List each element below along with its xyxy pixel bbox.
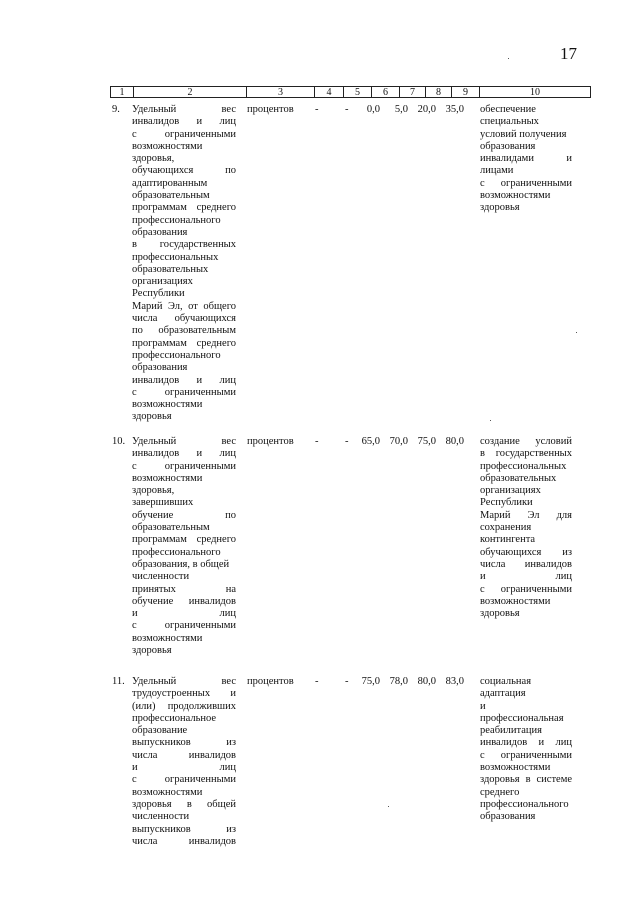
goal-line: возможностями (480, 762, 551, 774)
indicator-line: с ограниченными (132, 128, 236, 140)
goal-line: образования (480, 811, 536, 823)
goal-line: инвалидами и (480, 153, 572, 165)
indicator-line: профессионального (132, 349, 221, 361)
indicator-line: и лиц (132, 608, 236, 620)
indicator-line: числа инвалидов (132, 835, 236, 847)
indicator-line: завершивших (132, 497, 194, 509)
col-5-value: - (345, 676, 349, 687)
indicator-line: программам среднего (132, 202, 236, 214)
goal-line: адаптация (480, 688, 526, 700)
value-col-6: 0,0 (366, 104, 380, 115)
indicator-name (132, 676, 236, 848)
indicator-line: в государственных (132, 239, 236, 251)
indicator-line: по образовательным (132, 325, 236, 337)
goal-line: числа инвалидов (480, 558, 572, 570)
indicator-line: здоровья, (132, 485, 175, 497)
goal-line: профессиональная (480, 712, 564, 724)
goal-line: здоровья в системе (480, 774, 572, 786)
unit: процентов (247, 104, 294, 115)
indicator-line: возможностями (132, 140, 203, 152)
unit: процентов (247, 676, 294, 687)
value-col-9: 83,0 (445, 676, 464, 687)
header-col-10: 10 (530, 87, 540, 98)
col-4-value: - (315, 104, 319, 115)
indicator-line: здоровья, (132, 153, 175, 165)
indicator-line: возможностями (132, 786, 203, 798)
goal-line: возможностями (480, 190, 551, 202)
goal-line: Республики (480, 497, 533, 509)
row-number: 10. (112, 436, 126, 447)
goal-line: профессиональных (480, 460, 567, 472)
indicator-line: Удельный вес (132, 436, 236, 447)
indicator-line: инвалидов и лиц (132, 448, 236, 460)
value-col-8: 75,0 (417, 436, 436, 447)
indicator-line: программам среднего (132, 337, 236, 349)
indicator-line: здоровья (132, 411, 172, 423)
goal-line: лицами (480, 165, 514, 177)
indicator-line: Республики (132, 288, 185, 300)
scan-speck (508, 58, 509, 59)
goal-line: специальных (480, 116, 539, 128)
row-number: 9. (112, 104, 120, 115)
col-4-value: - (315, 676, 319, 687)
value-col-7: 70,0 (389, 436, 408, 447)
header-col-9: 9 (452, 87, 480, 97)
page-number: 17 (560, 44, 577, 63)
goal-line: с ограниченными (480, 177, 572, 189)
indicator-line: с ограниченными (132, 460, 236, 472)
goal-line: в государственных (480, 448, 572, 460)
indicator-line: трудоустроенных и (132, 688, 236, 700)
goal-description (480, 676, 572, 824)
header-col-7: 7 (400, 87, 426, 97)
goal-line: и лиц (480, 571, 572, 583)
indicator-line: возможностями (132, 399, 203, 411)
indicator-line: профессиональное (132, 712, 217, 724)
indicator-line: Удельный вес (132, 104, 236, 115)
indicator-name (132, 104, 236, 424)
header-col-8: 8 (426, 87, 452, 97)
value-col-9: 35,0 (445, 104, 464, 115)
goal-line: организациях (480, 485, 541, 497)
goal-line: образования (480, 140, 536, 152)
indicator-line: организациях (132, 276, 193, 288)
goal-line: условий получения (480, 128, 567, 140)
indicator-line: числа инвалидов (132, 749, 236, 761)
header-col-3: 3 (247, 87, 315, 97)
indicator-line: инвалидов и лиц (132, 374, 236, 386)
indicator-line: возможностями (132, 472, 203, 484)
indicator-line: образовательным (132, 522, 210, 534)
indicator-line: инвалидов и лиц (132, 116, 236, 128)
indicator-line: (или) продолживших (132, 700, 236, 712)
goal-line: среднего (480, 786, 520, 798)
header-col-4: 4 (315, 87, 344, 97)
indicator-line: образования, в общей (132, 558, 230, 570)
goal-line: Марий Эл для (480, 509, 572, 521)
col-5-value: - (345, 436, 349, 447)
value-col-7: 78,0 (389, 676, 408, 687)
indicator-line: образовательных (132, 263, 209, 275)
header-col-2: 2 (134, 87, 247, 97)
indicator-line: с ограниченными (132, 620, 236, 632)
indicator-line: обучение по (132, 509, 236, 521)
indicator-line: образования (132, 226, 188, 238)
header-col-6: 6 (372, 87, 400, 97)
indicator-line: численности (132, 571, 190, 583)
goal-line: контингента (480, 534, 536, 546)
indicator-line: образование (132, 725, 188, 737)
indicator-line: образования (132, 362, 188, 374)
indicator-line: принятых на (132, 583, 236, 595)
value-col-6: 65,0 (361, 436, 380, 447)
scan-speck (490, 420, 491, 421)
indicator-line: Марий Эл, от общего (132, 300, 236, 312)
indicator-line: обучающихся по (132, 165, 236, 177)
row-number: 11. (112, 676, 125, 687)
value-col-9: 80,0 (445, 436, 464, 447)
indicator-line: образовательным (132, 190, 210, 202)
indicator-line: программам среднего (132, 534, 236, 546)
goal-line: образовательных (480, 472, 557, 484)
goal-line: здоровья (480, 202, 520, 214)
indicator-line: профессионального (132, 214, 221, 226)
indicator-line: адаптированным (132, 177, 208, 189)
indicator-line: профессионального (132, 546, 221, 558)
goal-line: обеспечение (480, 104, 536, 115)
indicator-line: выпускников из (132, 823, 236, 835)
indicator-line: обучение инвалидов (132, 595, 236, 607)
goal-line: сохранения (480, 522, 532, 534)
indicator-line: выпускников из (132, 737, 236, 749)
indicator-line: с ограниченными (132, 386, 236, 398)
goal-line: здоровья (480, 608, 520, 620)
goal-line: обучающихся из (480, 546, 572, 558)
value-col-7: 5,0 (394, 104, 408, 115)
goal-line: реабилитация (480, 725, 542, 737)
indicator-line: здоровья в общей (132, 798, 236, 810)
table-header-row (110, 86, 591, 98)
goal-line: профессионального (480, 798, 569, 810)
indicator-line: Удельный вес (132, 676, 236, 687)
header-col-5: 5 (344, 87, 372, 97)
indicator-name (132, 436, 236, 657)
goal-line: с ограниченными (480, 749, 572, 761)
indicator-line: числа обучающихся (132, 313, 236, 325)
goal-line: с ограниченными (480, 583, 572, 595)
goal-line: создание условий (480, 436, 572, 447)
goal-description (480, 436, 572, 620)
goal-line: инвалидов и лиц (480, 737, 572, 749)
indicator-line: здоровья (132, 645, 172, 657)
col-4-value: - (315, 436, 319, 447)
value-col-6: 75,0 (361, 676, 380, 687)
value-col-8: 20,0 (417, 104, 436, 115)
scan-speck (576, 332, 577, 333)
indicator-line: профессиональных (132, 251, 219, 263)
indicator-line: возможностями (132, 632, 203, 644)
indicator-line: и лиц (132, 762, 236, 774)
goal-line: возможностями (480, 595, 551, 607)
unit: процентов (247, 436, 294, 447)
goal-line: и (480, 700, 486, 712)
goal-description (480, 104, 572, 215)
col-5-value: - (345, 104, 349, 115)
indicator-line: численности (132, 811, 190, 823)
scan-speck (388, 806, 389, 807)
goal-line: социальная (480, 676, 532, 687)
header-col-1: 1 (111, 87, 134, 97)
value-col-8: 80,0 (417, 676, 436, 687)
indicator-line: с ограниченными (132, 774, 236, 786)
